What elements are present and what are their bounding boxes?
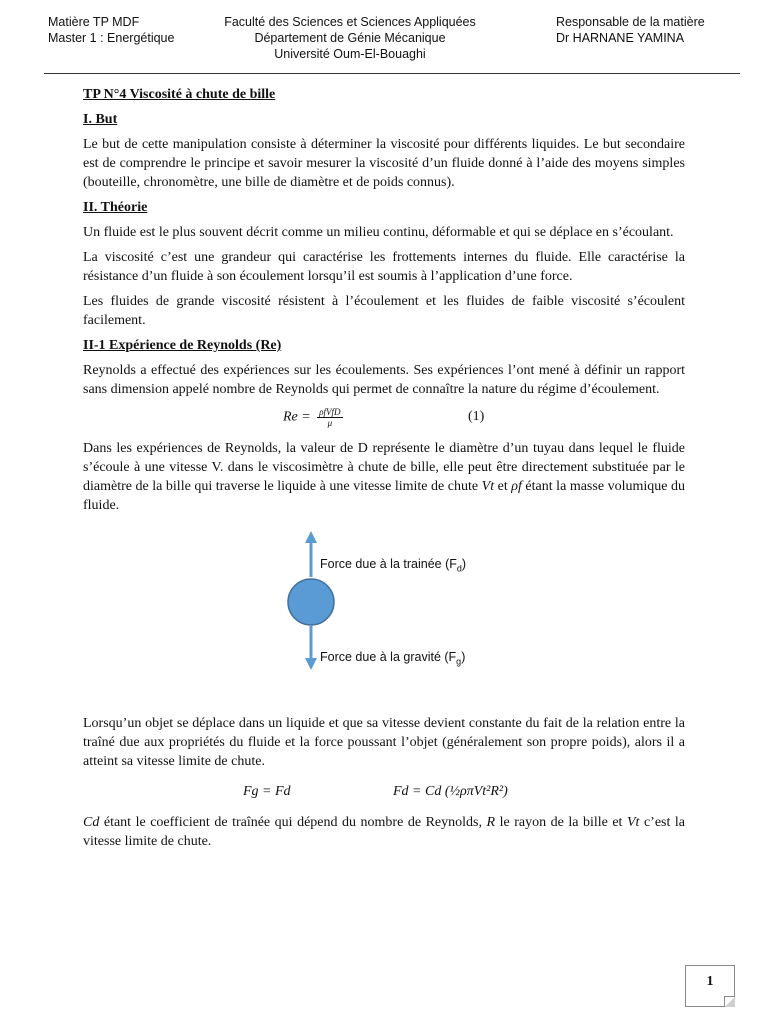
paragraph-theorie-2: La viscosité c’est une grandeur qui caractérise les frottements internes du fluide. Elle caractérise la résistance d’un fluide à son écoulement lorsqu’il est soumis à l’application d’une force. [83,250,685,284]
paragraph-reynolds-1: Reynolds a effectué des expériences sur les écoulements. Ses expériences l’ont mené à définir un rapport sans dimension appelé nombre de Reynolds qui permet de connaître la nature du régime d’écoulement. [83,363,685,397]
page-number: 1 [706,974,714,989]
paragraph-drag-coefficient: Cd étant le coefficient de traînée qui dépend du nombre de Reynolds, R le rayon de la bille et Vt c’est la vitesse limite de chute. [83,815,686,849]
section-heading-reynolds: II-1 Expérience de Reynolds (Re) [83,338,282,353]
gravity-arrow-head [305,658,317,670]
paragraph-reynolds-2 [83,439,685,515]
equation-number: (1) [468,409,485,424]
force-balance-equation: Fg = Fd [243,784,291,799]
header-right [556,14,705,46]
header-center [200,14,500,62]
document-body [83,85,685,857]
responsible-name: Dr HARNANE YAMINA [556,31,685,45]
reynolds-equation [83,405,685,431]
paragraph-but: Le but de cette manipulation consiste à déterminer la viscosité pour différents liquides. Le but secondaire est de comprendre le principe et savoir mesurer la viscosité d’un fluide donné à l’aide des moyens simples (bouteille, chronomètre, une bille de diamètre et de poids connus). [83,137,685,190]
p2-mid: et [494,479,512,494]
drag-force-equation: Fd = Cd (½ρπVt²R²) [393,784,508,799]
reynolds-numerator: ρfVfD [319,407,341,417]
section-heading-but: I. But [83,112,118,127]
force-diagram [83,529,685,704]
university-name: Université Oum-El-Bouaghi [274,47,426,61]
drag-arrow-head [305,531,317,543]
reynolds-denominator: μ [327,418,333,428]
department-name: Département de Génie Mécanique [254,31,446,45]
header-left [48,14,174,46]
paragraph-theorie-1: Un fluide est le plus souvent décrit comme un milieu continu, déformable et qui se déplace en s’écoulant. [83,225,674,240]
ball-circle [288,579,334,625]
p2-start: Dans les expériences de Reynolds, la valeur de D représente le diamètre d’un tuyau dans lequel le fluide s’écoule à une vitesse V. dans le viscosimètre à chute de bille, elle peut être directement substituée par le diamètre de la bille qui traverse le liquide à une vitesse limite de chute [83,441,685,494]
faculty-name: Faculté des Sciences et Sciences Appliquées [224,15,476,29]
p2-end: étant la masse volumique du fluide. [83,479,685,513]
symbol-vt: Vt [481,479,495,494]
page-fold-corner [724,996,735,1007]
reynolds-lhs: Re = [283,409,311,425]
paragraph-terminal-velocity: Lorsqu’un objet se déplace dans un liquide et que sa vitesse devient constante du fait de la relation entre la traîné due aux propriétés du fluide et la force poussant l’objet (généralement son propre poids), alors il a atteint sa vitesse limite de chute. [83,716,685,769]
gravity-force-label: Force due à la gravité $(F_g)$ [320,650,466,667]
symbol-vt-2: Vt [626,815,640,830]
section-heading-theorie: II. Théorie [83,200,148,215]
symbol-rhof: ρf [511,479,522,494]
reynolds-fraction [317,407,342,428]
drag-force-label: Force due à la trainée $(F_d)$ [320,557,467,574]
force-equations [83,777,685,807]
page-number-box [685,965,735,1007]
symbol-cd: Cd [83,815,100,830]
course-level: Master 1 : Energétique [48,31,175,45]
symbol-r: R [486,815,496,830]
document-title: TP N°4 Viscosité à chute de bille [83,87,276,102]
course-name: Matière TP MDF [48,15,140,29]
paragraph-theorie-3: Les fluides de grande viscosité résistent à l’écoulement et les fluides de faible viscosité s’écoulent facilement. [83,294,685,328]
responsible-label: Responsable de la matière [556,15,705,29]
reynolds-formula [283,407,343,428]
header-divider [44,73,740,74]
